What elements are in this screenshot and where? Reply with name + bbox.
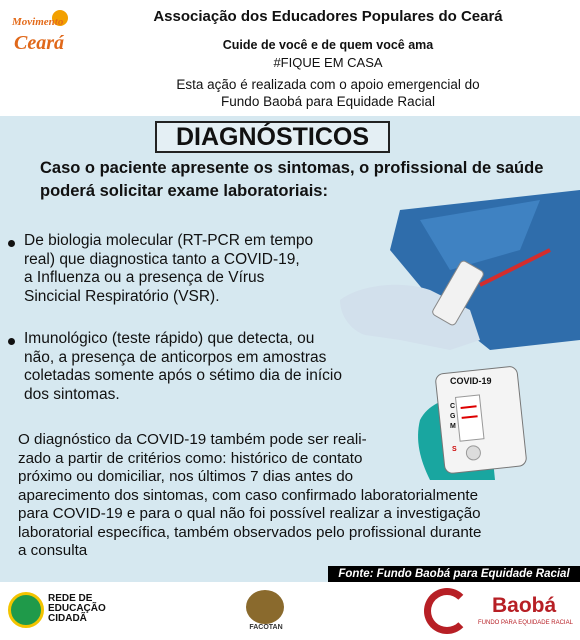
bullet-line: dos sintomas. <box>24 385 120 403</box>
header <box>0 0 580 116</box>
bullet-rtpcr <box>24 232 344 306</box>
rede-educacao-text <box>48 594 108 624</box>
test-mark-g: G <box>450 413 456 420</box>
rede-line: CIDADÃ <box>48 613 87 624</box>
bullet-line: coletadas somente após o sétimo dia de início <box>24 367 342 384</box>
paragraph-line: aparecimento dos sintomas, com caso confirmado laboratorialmente <box>18 486 479 504</box>
test-label: COVID-19 <box>450 376 492 386</box>
paragraph-line: para COVID-19 e para o qual não foi possível realizar a investigação <box>18 505 481 522</box>
paragraph-line: zado a partir de critérios como: histórico de contato <box>18 449 363 467</box>
support-line1: Esta ação é realizada com o apoio emergencial do <box>176 77 480 92</box>
bullet-line: real) que diagnostica tanto a COVID-19, <box>24 250 300 268</box>
header-title: Associação dos Educadores Populares do Ceará <box>153 8 503 25</box>
movimento-ceara-logo <box>6 8 72 62</box>
intro-text <box>40 157 580 203</box>
test-sample-mark: S <box>452 446 457 453</box>
test-mark-c: C <box>450 403 456 410</box>
rede-line: EDUCAÇÃO <box>48 603 106 614</box>
logo-line2: Ceará <box>14 32 64 54</box>
bullet-rapid-test <box>24 330 364 404</box>
support-line2: Fundo Baobá para Equidade Racial <box>221 94 435 109</box>
diagnosis-paragraph <box>8 431 560 561</box>
header-subtitle: Cuide de você e de quem você ama <box>222 38 434 52</box>
facotan-logo-icon <box>246 590 284 624</box>
logo-line1: Movimento <box>12 16 64 28</box>
baoba-subtitle: FUNDO PARA EQUIDADE RACIAL <box>478 620 573 626</box>
facotan-text: FACOTAN <box>249 624 283 631</box>
rede-line: REDE DE <box>48 593 93 604</box>
bullet-dot <box>8 240 15 247</box>
intro-line1: Caso o paciente apresente os sintomas, o profissional de saúde <box>40 159 544 177</box>
bullet-line: Imunológico (teste rápido) que detecta, ou <box>24 330 315 347</box>
bullet-line: De biologia molecular (RT-PCR em tempo <box>24 232 314 249</box>
paragraph-line: laboratorial específica, também observados pelo profissional durante <box>18 523 482 541</box>
paragraph-line: próximo ou domiciliar, nos últimos 7 dias antes do <box>18 468 354 485</box>
page-title: DIAGNÓSTICOS <box>155 121 390 153</box>
paragraph-line: O diagnóstico da COVID-19 também pode ser reali- <box>18 431 367 448</box>
rede-educacao-logo-icon <box>8 592 44 628</box>
bullet-line: não, a presença de anticorpos em amostras <box>24 348 327 366</box>
baoba-logo-icon <box>424 588 470 634</box>
hashtag: #FIQUE EM CASA <box>273 55 383 70</box>
bullet-line: Sincicial Respiratório (VSR). <box>24 287 220 305</box>
bullet-line: a Influenza ou a presença de Vírus <box>24 269 265 286</box>
intro-line2: poderá solicitar exame laboratoriais: <box>40 182 328 200</box>
source-caption: Fonte: Fundo Baobá para Equidade Racial <box>328 566 580 582</box>
test-mark-m: M <box>450 423 456 430</box>
paragraph-line: a consulta <box>18 542 88 559</box>
baoba-text: Baobá <box>492 594 557 617</box>
bullet-dot <box>8 338 15 345</box>
